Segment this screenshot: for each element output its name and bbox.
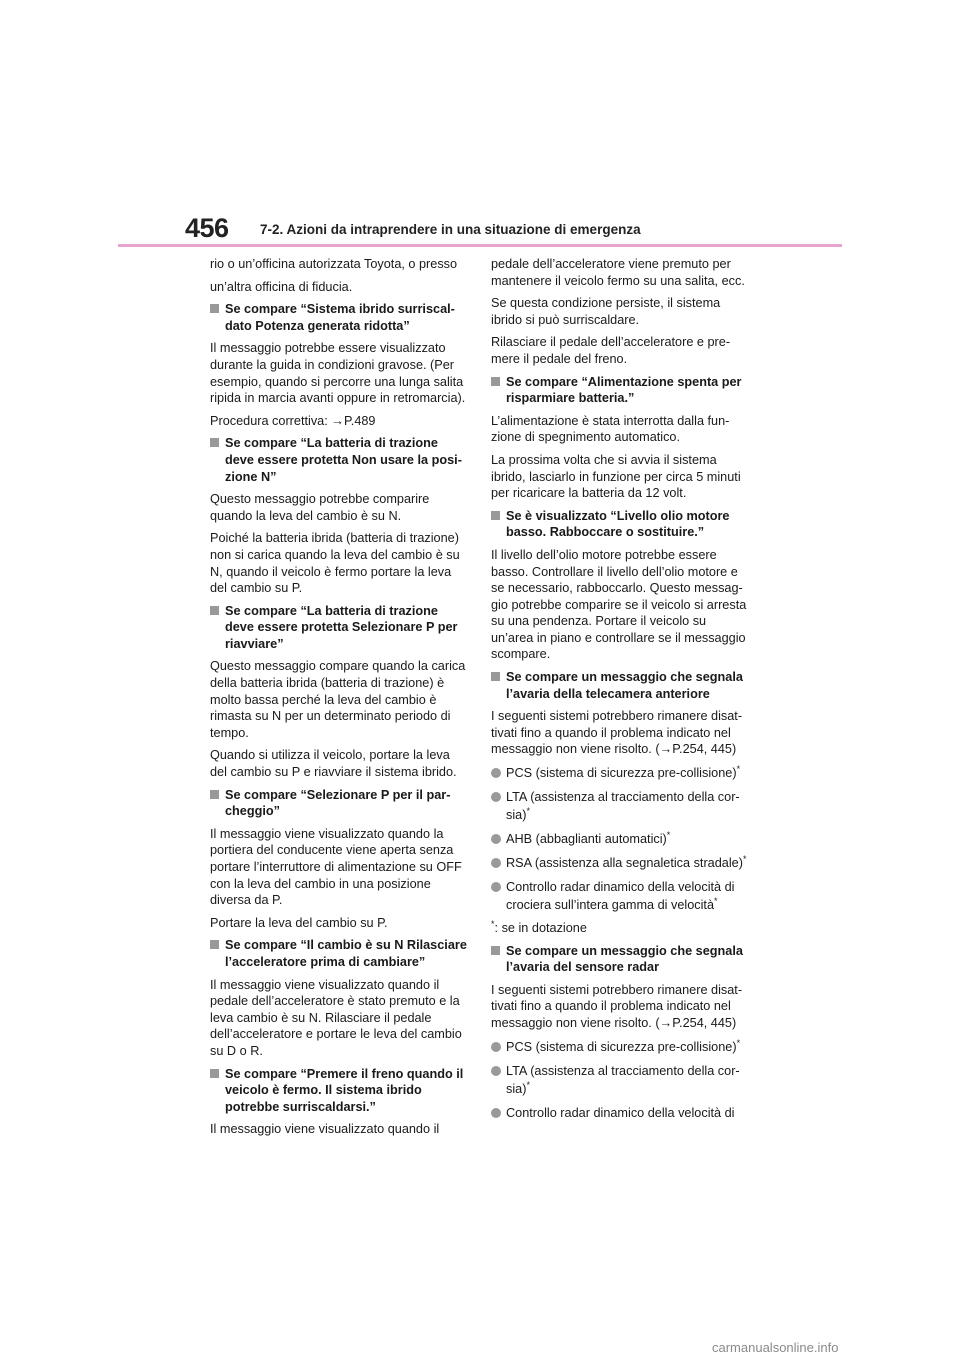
paragraph: un’altra officina di fiducia. bbox=[210, 279, 353, 294]
list-item: RSA (assistenza alla segnaletica stradale)* bbox=[491, 854, 749, 872]
square-bullet-icon bbox=[210, 304, 219, 313]
paragraph: Il messaggio viene visualizzato quando la portiera del conducente viene aperta senza portare l’interruttore di alimentazione su OFF con la leva del cambio in una posizione diversa da P. bbox=[210, 826, 462, 908]
section-heading: Se compare un messaggio che segnala l’avaria del sensore radar bbox=[491, 943, 749, 976]
square-bullet-icon bbox=[491, 946, 500, 955]
circle-bullet-icon bbox=[491, 858, 501, 868]
circle-bullet-icon bbox=[491, 834, 501, 844]
paragraph: Se questa condizione persiste, il sistema ibrido si può surriscaldare. bbox=[491, 296, 721, 327]
section-heading: Se compare “Selezionare P per il par-cheggio” bbox=[210, 787, 468, 820]
footnote-star: * bbox=[742, 853, 747, 864]
footnote: *: se in dotazione bbox=[491, 918, 587, 936]
square-bullet-icon bbox=[491, 511, 500, 520]
paragraph: Il messaggio potrebbe essere visualizzato durante la guida in condizioni gravose. (Per esempio, quando si percorre una lunga salita ripida in marcia avanti oppure in retromarcia). bbox=[210, 341, 466, 406]
footnote-star: * bbox=[736, 1037, 741, 1048]
section-heading: Se compare “Sistema ibrido surriscal-dato Potenza generata ridotta” bbox=[210, 301, 468, 334]
square-bullet-icon bbox=[491, 672, 500, 681]
list-item: LTA (assistenza al tracciamento della cor-sia)* bbox=[491, 788, 749, 824]
paragraph: Procedura correttiva: →P.489 bbox=[210, 413, 376, 428]
list-item: PCS (sistema di sicurezza pre-collisione)* bbox=[491, 764, 749, 782]
paragraph: L’alimentazione è stata interrotta dalla fun-zione di spegnimento automatico. bbox=[491, 413, 730, 445]
square-bullet-icon bbox=[210, 1069, 219, 1078]
section-title: 7-2. Azioni da intraprendere in una situazione di emergenza bbox=[260, 222, 641, 237]
list-item: Controllo radar dinamico della velocità di bbox=[491, 1104, 749, 1122]
square-bullet-icon bbox=[491, 377, 500, 386]
footnote-star: * bbox=[526, 1079, 530, 1090]
paragraph: rio o un’officina autorizzata Toyota, o presso bbox=[210, 257, 458, 271]
paragraph: La prossima volta che si avvia il sistema ibrido, lasciarlo in funzione per circa 5 minuti per ricaricare la batteria da 12 volt. bbox=[491, 452, 741, 501]
circle-bullet-icon bbox=[491, 792, 501, 802]
paragraph: Rilasciare il pedale dell’acceleratore e pre-mere il pedale del freno. bbox=[491, 335, 731, 366]
footnote-star: * bbox=[736, 763, 741, 774]
square-bullet-icon bbox=[210, 940, 219, 949]
paragraph: Portare la leva del cambio su P. bbox=[210, 915, 388, 930]
watermark: carmanualsonline.info bbox=[712, 1340, 839, 1355]
paragraph: Il messaggio viene visualizzato quando il pedale dell’acceleratore è stato premuto e la leva cambio è su N. Rilasciare il pedale dell’acceleratore e portare le leva del cambio su D o R. bbox=[210, 977, 462, 1058]
circle-bullet-icon bbox=[491, 1066, 501, 1076]
page-number: 456 bbox=[185, 213, 229, 243]
list-item: LTA (assistenza al tracciamento della cor-sia)* bbox=[491, 1062, 749, 1098]
section-heading: Se compare “La batteria di trazione deve essere protetta Non usare la posi-zione N” bbox=[210, 435, 468, 485]
list-item: AHB (abbaglianti automatici)* bbox=[491, 830, 749, 848]
left-column bbox=[210, 256, 468, 1144]
section-heading: Se compare “Premere il freno quando il veicolo è fermo. Il sistema ibrido potrebbe surriscaldarsi.” bbox=[210, 1066, 468, 1116]
paragraph: Il livello dell’olio motore potrebbe essere basso. Controllare il livello dell’olio motore e se necessario, rabboccarlo. Questo messag-gio potrebbe comparire se il veicolo si arresta su una pendenza. Portare il veicolo su un’area in piano e controllare se il messaggio scompare. bbox=[491, 547, 747, 662]
footnote-star: * bbox=[666, 829, 671, 840]
circle-bullet-icon bbox=[491, 1108, 501, 1118]
paragraph: Il messaggio viene visualizzato quando il bbox=[210, 1122, 440, 1137]
circle-bullet-icon bbox=[491, 768, 501, 778]
section-heading: Se compare “Alimentazione spenta per risparmiare batteria.” bbox=[491, 374, 749, 407]
section-heading: Se compare “La batteria di trazione deve essere protetta Selezionare P per riavviare” bbox=[210, 603, 468, 653]
paragraph: Poiché la batteria ibrida (batteria di trazione) non si carica quando la leva del cambio è su N, quando il veicolo è fermo portare la leva del cambio su P. bbox=[210, 531, 460, 596]
footnote-star: * bbox=[714, 895, 718, 906]
section-heading: Se compare “Il cambio è su N Rilasciare l’acceleratore prima di cambiare” bbox=[210, 937, 468, 970]
square-bullet-icon bbox=[210, 606, 219, 615]
header-rule bbox=[118, 244, 842, 247]
list-item: PCS (sistema di sicurezza pre-collisione)* bbox=[491, 1038, 749, 1056]
circle-bullet-icon bbox=[491, 882, 501, 892]
list-item: Controllo radar dinamico della velocità di crociera sull’intera gamma di velocità* bbox=[491, 878, 749, 914]
section-heading: Se compare un messaggio che segnala l’avaria della telecamera anteriore bbox=[491, 669, 749, 702]
circle-bullet-icon bbox=[491, 1042, 501, 1052]
square-bullet-icon bbox=[210, 790, 219, 799]
right-column bbox=[491, 256, 749, 1128]
paragraph: Questo messaggio compare quando la carica della batteria ibrida (batteria di trazione) è molto bassa perché la leva del cambio è rimasta su N per un determinato periodo di tempo. bbox=[210, 659, 466, 740]
paragraph: Questo messaggio potrebbe comparire quando la leva del cambio è su N. bbox=[210, 492, 430, 523]
square-bullet-icon bbox=[210, 438, 219, 447]
paragraph: Quando si utilizza il veicolo, portare la leva del cambio su P e riavviare il sistema ibrido. bbox=[210, 748, 457, 780]
footnote-star: * bbox=[526, 805, 530, 816]
paragraph: I seguenti sistemi potrebbero rimanere disat-tivati fino a quando il problema indicato nel messaggio non viene risolto. (→P.254, 445) bbox=[491, 982, 743, 1030]
paragraph: pedale dell’acceleratore viene premuto per mantenere il veicolo fermo su una salita, ecc. bbox=[491, 257, 745, 288]
section-heading: Se è visualizzato “Livello olio motore basso. Rabboccare o sostituire.” bbox=[491, 508, 749, 541]
paragraph: I seguenti sistemi potrebbero rimanere disat-tivati fino a quando il problema indicato nel messaggio non viene risolto. (→P.254, 445) bbox=[491, 709, 743, 757]
